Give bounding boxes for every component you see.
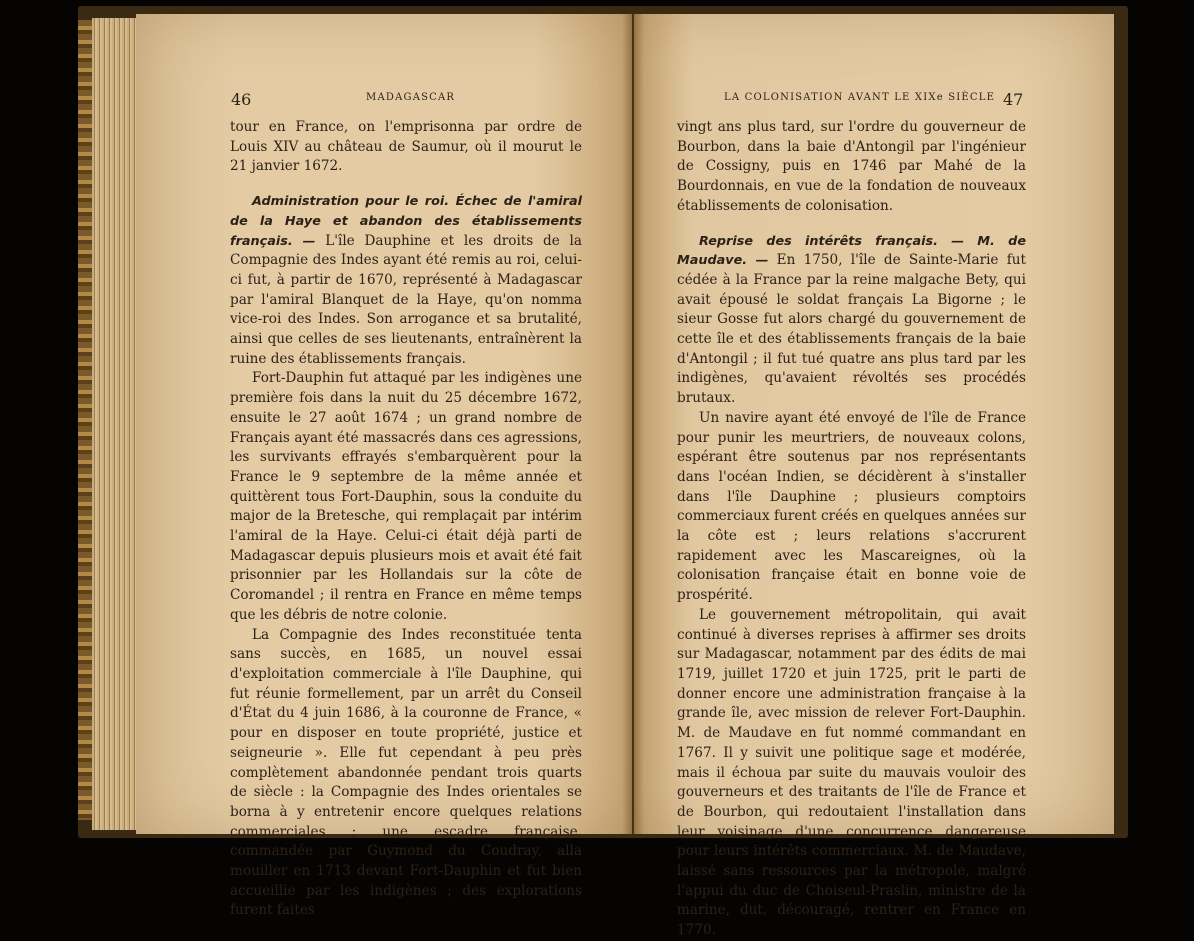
paragraph: tour en France, on l'emprisonna par ordre de Louis XIV au château de Saumur, où il mourut le 21 janvier 1672. bbox=[230, 119, 582, 175]
left-page-number: 46 bbox=[231, 90, 252, 109]
page-stack-edge bbox=[92, 18, 138, 830]
paragraph: Le gouvernement métropolitain, qui avait continué à diverses reprises à affirmer ses droits sur Madagascar, notamment par des édits de mai 1719, juillet 1720 et juin 1725, prit le parti de donner encore une administration française à la grande île, avec mission de relever Fort-Dauphin. M. de Maudave en fut nommé commandant en 1767. Il y suivit une politique sage et modérée, mais il échoua par suite du mauvais vouloir des gouverneurs et des traitants de l'île de France et de Bourbon, qui redoutaient l'installation dans leur voisinage d'une concurrence dangereuse pour leurs intérêts commerciaux. M. de Maudave, laissé sans ressources par la métropole, malgré l'appui du duc de Choiseul-Praslin, ministre de la marine, dut, découragé, rentrer en France en 1770. bbox=[677, 606, 1026, 939]
paragraph: Un navire ayant été envoyé de l'île de France pour punir les meurtriers, de nouveaux colons, espérant être soutenus par nos représentants dans l'océan Indien, se décidèrent à s'installer dans l'île Dauphine ; plusieurs comptoirs commerciaux furent créés en quelques années sur la côte est ; leurs relations s'accrurent rapidement avec les Mascareignes, où la colonisation française était en bonne voie de prospérité. bbox=[677, 409, 1026, 604]
section-paragraph bbox=[230, 192, 582, 369]
paragraph: La Compagnie des Indes reconstituée tenta sans succès, en 1685, un nouvel essai d'exploitation commerciale à l'île Dauphine, qui fut réunie formellement, par un arrêt du Conseil d'État du 4 juin 1686, à la couronne de France, « pour en disposer en toute propriété, justice et seigneurie ». Elle fut cependant à peu près complètement abandonnée pendant trois quarts de siècle : la Compagnie des Indes orientales se borna à y entretenir encore quelques relations commerciales ; une escadre française, commandée par Guymond du Coudray, alla mouiller en 1713 devant Fort-Dauphin et fut bien accueillie par les indigènes ; des explorations furent faites bbox=[230, 626, 582, 919]
left-running-head: MADAGASCAR bbox=[366, 92, 456, 103]
paragraph: vingt ans plus tard, sur l'ordre du gouverneur de Bourbon, dans la baie d'Antongil par l'ingénieur de Cossigny, puis en 1746 par Mahé de la Bourdonnais, en vue de la fondation de nouveaux établissements de colonisation. bbox=[677, 119, 1026, 214]
right-page-text bbox=[677, 118, 1026, 941]
right-running-head: LA COLONISATION AVANT LE XIXe SIÈCLE bbox=[724, 92, 996, 103]
book-gutter bbox=[622, 14, 644, 834]
paragraph: Fort-Dauphin fut attaqué par les indigènes une première fois dans la nuit du 25 décembre 1672, ensuite le 27 août 1674 ; un grand nombre de Français ayant été massacrés dans ces agressions, les survivants effrayés s'embarquèrent pour la France le 9 septembre de la même année et quittèrent tous Fort-Dauphin, sous la conduite du major de la Bretesche, qui remplaçait par intérim l'amiral de la Haye. Celui-ci était déjà parti de Madagascar depuis plusieurs mois et avait été fait prisonnier par les Hollandais sur la côte de Coromandel ; il rentra en France en même temps que les débris de notre colonie. bbox=[230, 370, 582, 623]
section-heading: Administration pour le roi. Échec de l'amiral de la Haye et abandon des établissements français. — bbox=[230, 194, 582, 249]
left-page-text bbox=[230, 118, 582, 921]
paragraph-text: En 1750, l'île de Sainte-Marie fut cédée à la France par la reine malgache Bety, qui avait épousé le soldat français La Bigorne ; le sieur Gosse fut alors chargé du gouvernement de cette île et des établissements français de la baie d'Antongil ; il fut tué quatre ans plus tard par les indigènes, qu'avaient révoltés ses procédés brutaux. bbox=[677, 252, 1026, 407]
right-page-number: 47 bbox=[1003, 90, 1024, 109]
paragraph-text: L'île Dauphine et les droits de la Compagnie des Indes ayant été remis au roi, celui-ci fut, à partir de 1670, représenté à Madagascar par l'amiral Blanquet de la Haye, qu'on nomma vice-roi des Indes. Son arrogance et sa brutalité, ainsi que celles de ses lieutenants, entraînèrent la ruine des établissements français. bbox=[230, 232, 582, 367]
section-heading: Reprise des intérêts français. — M. de Maudave. — bbox=[677, 233, 1026, 269]
section-paragraph bbox=[677, 232, 1026, 409]
